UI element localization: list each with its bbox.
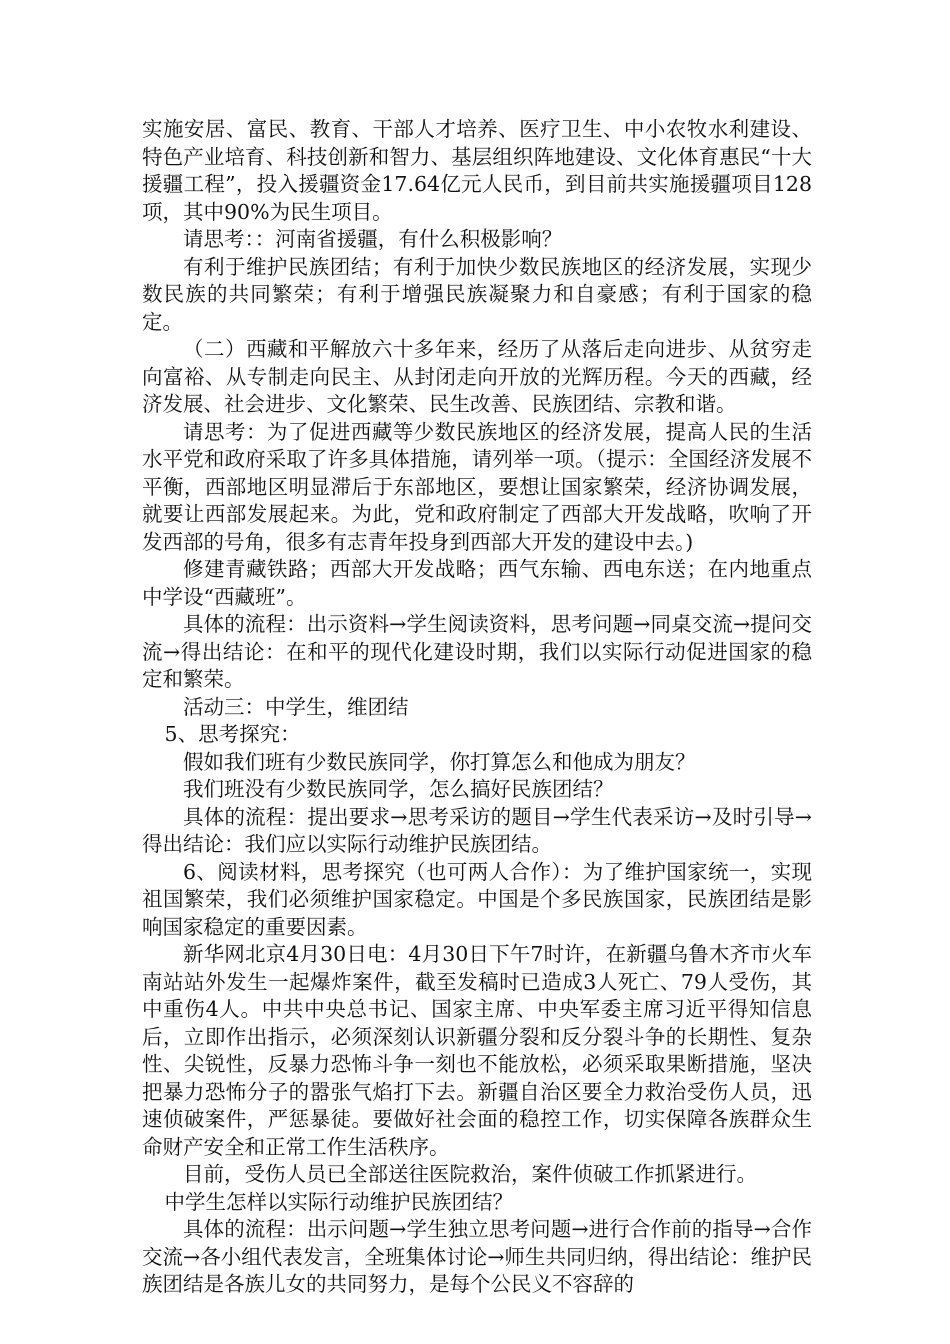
paragraph-question-unity: 我们班没有少数民族同学，怎么搞好民族团结？ [183,777,614,801]
paragraph-process-3: 具体的流程：出示问题→学生独立思考问题→进行合作前的指导→合作交流→各小组代表发言，全班集体讨论→师生共同归纳，得出结论：维护民族团结是各族儿女的共同努力，是每个公民义不容辞的 [142,1217,812,1296]
paragraph-question-henan: 请思考：：河南省援疆，有什么积极影响？ [183,227,563,251]
paragraph-activity-three: 活动三：中学生，维团结 [183,694,409,719]
heading-think-explore: 5、思考探究： [164,722,301,746]
paragraph-tibet-history: （二）西藏和平解放六十多年来，经历了从落后走向进步、从贫穷走向富裕、从专制走向民主、从封闭走向开放的光辉历程。今天的西藏，经济发展、社会进步、文化繁荣、民生改善、民族团结、宗教和谐。 [142,337,812,416]
paragraph-process-1: 具体的流程：出示资料→学生阅读资料，思考问题→同桌交流→提问交流→得出结论：在和平的现代化建设时期，我们以实际行动促进国家的稳定和繁荣。 [142,612,812,691]
paragraph-process-2: 具体的流程：提出要求→思考采访的题目→学生代表采访→及时引导→得出结论：我们应以实际行动维护民族团结。 [142,804,812,856]
paragraph-answer-henan: 有利于维护民族团结；有利于加快少数民族地区的经济发展，实现少数民族的共同繁荣；有利于增强民族凝聚力和自豪感；有利于国家的稳定。 [142,254,812,334]
paragraph-question-students: 中学生怎样以实际行动维护民族团结？ [164,1189,514,1214]
paragraph-question-tibet: 请思考：为了促进西藏等少数民族地区的经济发展，提高人民的生活水平党和政府采取了许多具体措施，请列举一项。（提示：全国经济发展不平衡，西部地区明显滞后于东部地区，要想让国家繁荣，经济协调发展，就要让西部发展起来。为此，党和政府制定了西部大开发战略，吹响了开发西部的号角，很多有志青年投身到西部大开发的建设中去。) [142,419,812,554]
paragraph-news-report: 新华网北京4月30日电：4月30日下午7时许，在新疆乌鲁木齐市火车南站站外发生一起爆炸案件，截至发稿时已造成3人死亡、79人受伤，其中重伤4人。中共中央总书记、国家主席、中央军委主席习近平得知信息后，立即作出指示，必须深刻认识新疆分裂和反分裂斗争的长期性、复杂性、尖锐性，反暴力恐怖斗争一刻也不能放松，必须采取果断措施，坚决把暴力恐怖分子的嚣张气焰打下去。新疆自治区要全力救治受伤人员，迅速侦破案件，严惩暴徒。要做好社会面的稳控工作，切实保障各族群众生命财产安全和正常工作生活秩序。 [142,942,812,1159]
paragraph-aid-projects: 实施安居、富民、教育、干部人才培养、医疗卫生、中小农牧水利建设、特色产业培育、科技创新和智力、基层组织阵地建设、文化体育惠民“十大援疆工程”，投入援疆资金17.64亿元人民币，到目前共实施援疆项目128项，其中90%为民生项目。 [142,117,812,224]
paragraph-answer-tibet: 修建青藏铁路；西部大开发战略；西气东输、西电东送；在内地重点中学设“西藏班”。 [142,557,812,609]
paragraph-reading-material: 6、阅读材料，思考探究（也可两人合作）：为了维护国家统一，实现祖国繁荣，我们必须维护国家稳定。中国是个多民族国家，民族团结是影响国家稳定的重要因素。 [142,859,812,939]
paragraph-current-status: 目前，受伤人员已全部送往医院救治，案件侦破工作抓紧进行。 [183,1162,757,1186]
document-page [142,116,812,1299]
paragraph-question-friends: 假如我们班有少数民族同学，你打算怎么和他成为朋友？ [183,749,696,774]
